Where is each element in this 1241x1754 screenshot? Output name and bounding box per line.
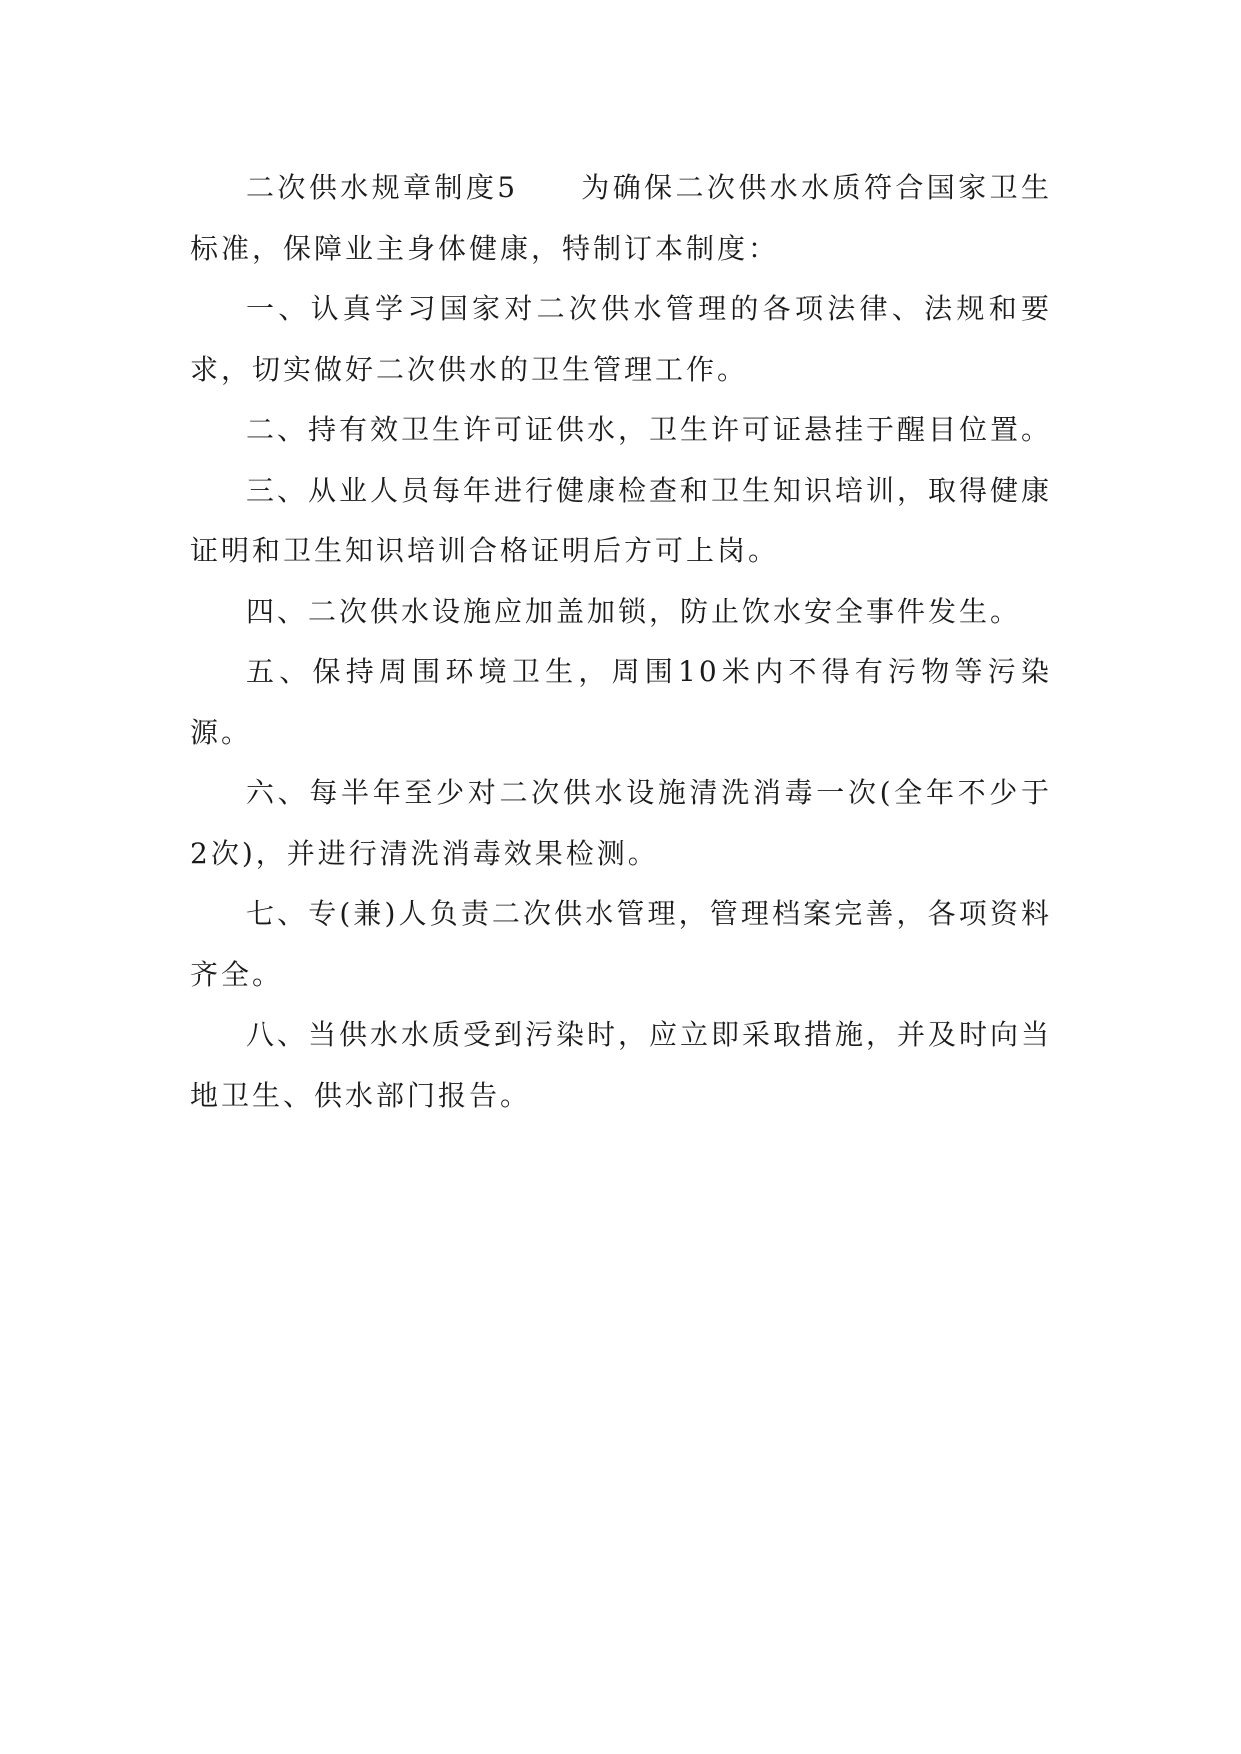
- rule-paragraph-5: 五、保持周围环境卫生，周围10米内不得有污物等污染源。: [190, 655, 1052, 749]
- rule-paragraph-7: 七、专(兼)人负责二次供水管理，管理档案完善，各项资料齐全。: [190, 897, 1052, 991]
- rule-paragraph-3: 三、从业人员每年进行健康检查和卫生知识培训，取得健康证明和卫生知识培训合格证明后方可上岗。: [190, 473, 1053, 567]
- intro-paragraph: 二次供水规章制度5 为确保二次供水水质符合国家卫生标准，保障业主身体健康，特制订本制度：: [190, 171, 1052, 265]
- rule-paragraph-8: 八、当供水水质受到污染时，应立即采取措施，并及时向当地卫生、供水部门报告。: [190, 1018, 1053, 1112]
- rule-paragraph-2: 二、持有效卫生许可证供水，卫生许可证悬挂于醒目位置。: [246, 413, 1053, 446]
- rule-paragraph-1: 一、认真学习国家对二次供水管理的各项法律、法规和要求，切实做好二次供水的卫生管理工作。: [190, 292, 1052, 386]
- document-body: [190, 158, 1052, 1126]
- rule-paragraph-6: 六、每半年至少对二次供水设施清洗消毒一次(全年不少于2次)，并进行清洗消毒效果检测。: [190, 776, 1052, 870]
- rule-paragraph-4: 四、二次供水设施应加盖加锁，防止饮水安全事件发生。: [246, 594, 1022, 628]
